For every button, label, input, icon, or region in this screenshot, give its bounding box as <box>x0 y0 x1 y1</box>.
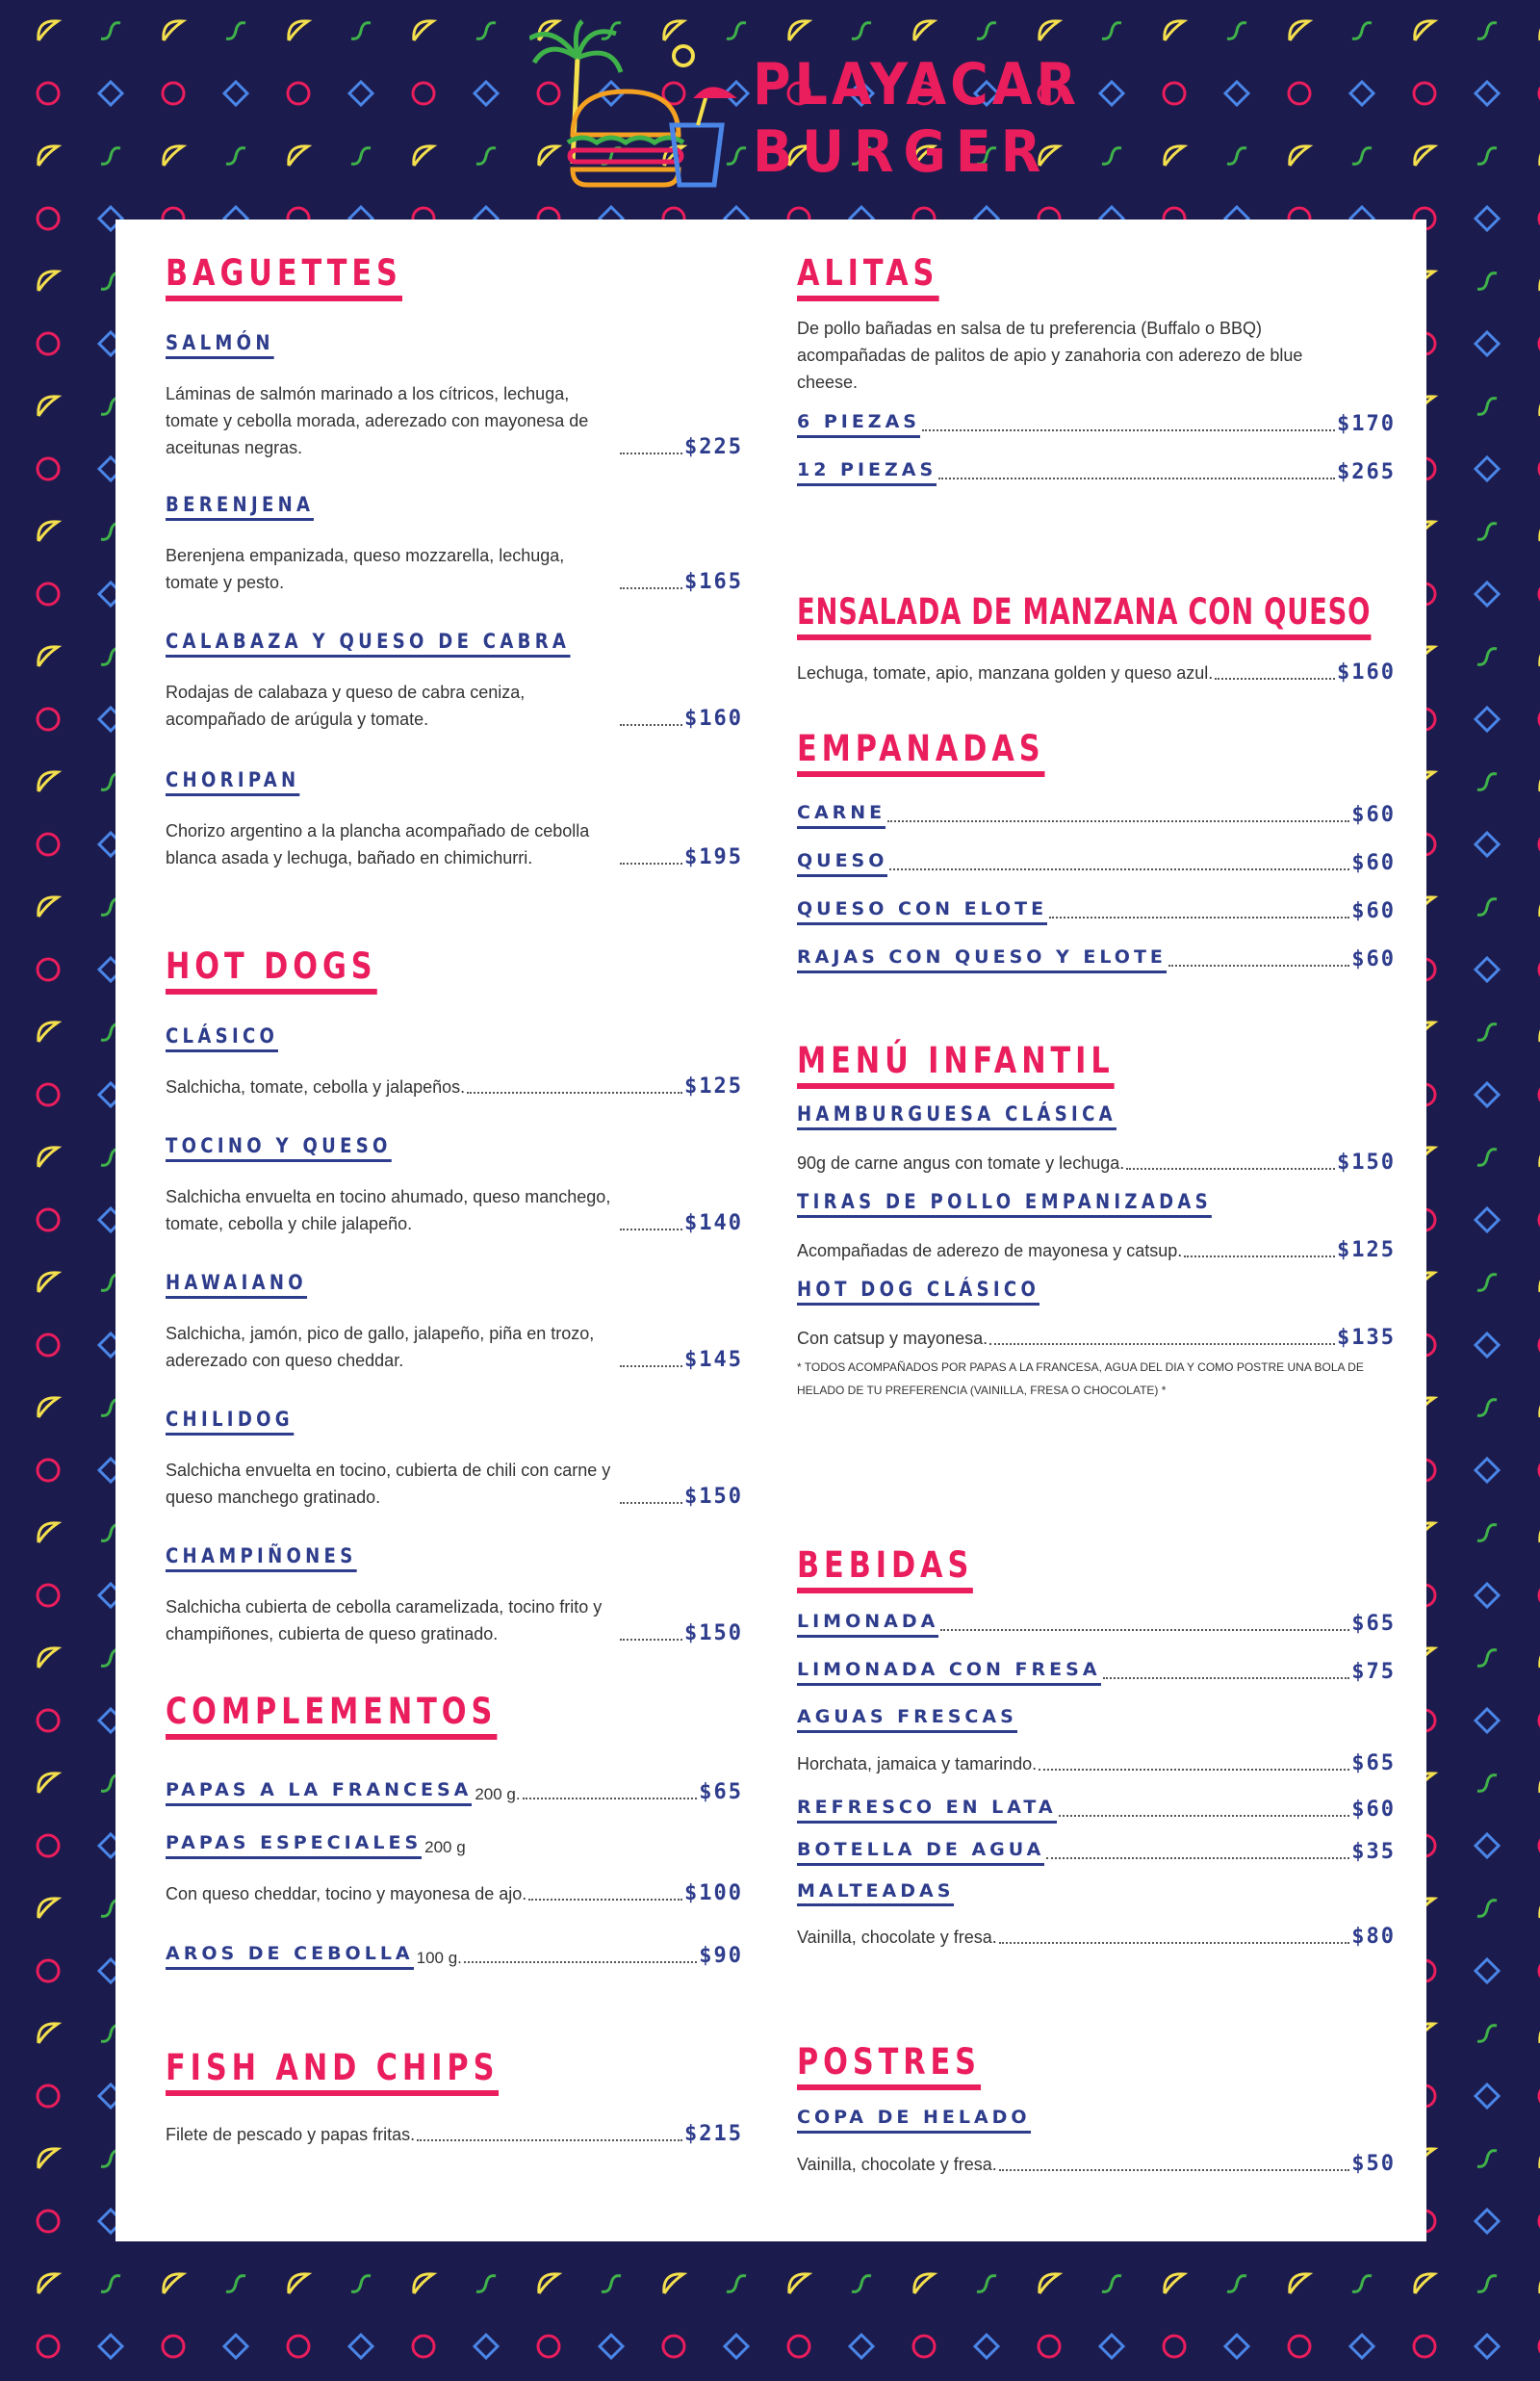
pattern-moon <box>38 647 58 666</box>
pattern-squiggle <box>1102 23 1121 39</box>
item-price: $60 <box>1351 850 1396 875</box>
pattern-squiggle <box>1352 23 1372 39</box>
item-name: CARNE <box>797 803 886 829</box>
pattern-ring <box>413 2336 434 2357</box>
item-name: RAJAS CON QUESO Y ELOTE <box>797 947 1167 973</box>
item-price: $100 <box>684 1880 743 1905</box>
item-description: Salchicha, jamón, pico de gallo, jalapeño, piña en trozo, aderezado con queso cheddar. <box>166 1324 595 1371</box>
item-name: 12 PIEZAS <box>797 460 937 486</box>
item-name: PAPAS A LA FRANCESA <box>166 1780 472 1806</box>
pattern-ring <box>1289 83 1310 104</box>
pattern-ring <box>913 2336 935 2357</box>
pattern-ring <box>38 458 59 479</box>
section-bebidas <box>797 1546 1396 1951</box>
pattern-diamond <box>1100 2335 1123 2358</box>
pattern-diamond <box>1476 582 1499 606</box>
menu-item <box>797 459 1396 486</box>
pattern-moon <box>164 2274 183 2293</box>
pattern-moon <box>1290 146 1309 166</box>
item-weight: 200 g. <box>475 1785 521 1803</box>
item-name: HOT DOG CLÁSICO <box>797 1278 1040 1306</box>
item-price: $265 <box>1337 459 1396 484</box>
pattern-moon <box>38 897 58 917</box>
pattern-diamond <box>1225 2335 1248 2358</box>
item-price: $150 <box>684 1485 743 1510</box>
pattern-squiggle <box>1477 1024 1497 1041</box>
section-postres <box>797 2043 1396 2178</box>
pattern-ring <box>163 83 184 104</box>
pattern-squiggle <box>1477 2276 1497 2292</box>
item-description: Salchicha, tomate, cebolla y jalapeños. <box>166 1077 466 1098</box>
section-title: FISH AND CHIPS <box>166 2049 499 2096</box>
brand-name-line2: BURGER <box>753 118 1051 186</box>
pattern-moon <box>414 2274 433 2293</box>
menu-item <box>166 1779 743 1806</box>
pattern-squiggle <box>101 2276 120 2292</box>
item-price: $160 <box>1337 660 1396 685</box>
pattern-moon <box>289 21 308 40</box>
pattern-moon <box>38 1648 58 1668</box>
pattern-squiggle <box>1102 2276 1121 2292</box>
item-name: TIRAS DE POLLO EMPANIZADAS <box>797 1190 1212 1218</box>
menu-item <box>166 1134 743 1237</box>
item-description: Salchicha envuelta en tocino ahumado, queso manchego, tomate, cebolla y chile jalapeño. <box>166 1187 611 1234</box>
pattern-squiggle <box>476 2276 496 2292</box>
item-description: Salchicha cubierta de cebolla caramelizada, tocino frito y champiñones, cubierta de queso gratinado. <box>166 1597 603 1644</box>
pattern-ring <box>38 834 59 855</box>
menu-infantil-note: * TODOS ACOMPAÑADOS POR PAPAS A LA FRANCESA, AGUA DEL DIA Y COMO POSTRE UNA BOLA DE HELADO DE TU PREFERENCIA (VAINILLA, FRESA O CHOCOLATE) * <box>797 1360 1364 1398</box>
item-name: AROS DE CEBOLLA <box>166 1944 414 1970</box>
pattern-ring <box>38 83 59 104</box>
pattern-ring <box>38 1585 59 1606</box>
menu-item <box>166 331 743 461</box>
item-name: CHAMPIÑONES <box>166 1544 357 1572</box>
pattern-squiggle <box>1477 524 1497 540</box>
menu-item <box>166 493 743 596</box>
menu-item <box>797 850 1396 877</box>
pattern-diamond <box>1476 1459 1499 1482</box>
item-price: $60 <box>1351 898 1396 923</box>
item-price: $65 <box>1351 1611 1396 1636</box>
pattern-moon <box>1040 21 1059 40</box>
menu-item <box>797 1659 1396 1686</box>
pattern-ring <box>38 1334 59 1356</box>
pattern-squiggle <box>476 23 496 39</box>
menu-item <box>166 630 743 733</box>
pattern-diamond <box>1476 1208 1499 1231</box>
section-alitas <box>797 254 1396 486</box>
pattern-moon <box>38 272 58 291</box>
pattern-diamond <box>975 2335 998 2358</box>
pattern-moon <box>414 146 433 166</box>
pattern-ring <box>38 709 59 730</box>
pattern-moon <box>414 21 433 40</box>
pattern-squiggle <box>101 23 120 39</box>
pattern-ring <box>38 2211 59 2232</box>
menu-item <box>166 1024 743 1100</box>
pattern-diamond <box>1476 1959 1499 1982</box>
pattern-moon <box>38 1523 58 1542</box>
pattern-diamond <box>99 82 122 105</box>
item-name: PAPAS ESPECIALES <box>166 1833 422 1859</box>
pattern-diamond <box>850 2335 873 2358</box>
item-price: $90 <box>699 1944 743 1968</box>
menu-item <box>797 898 1396 925</box>
item-price: $140 <box>684 1211 743 1236</box>
menu-item <box>797 2108 1396 2178</box>
item-price: $125 <box>1337 1237 1396 1262</box>
pattern-diamond <box>1476 1834 1499 1857</box>
pattern-diamond <box>1225 82 1248 105</box>
pattern-moon <box>38 397 58 416</box>
pattern-moon <box>664 2274 683 2293</box>
item-price: $80 <box>1351 1925 1396 1950</box>
menu-item <box>797 411 1396 438</box>
item-name: 6 PIEZAS <box>797 412 920 438</box>
item-description: Salchicha envuelta en tocino, cubierta de chili con carne y queso manchego gratinado. <box>166 1461 611 1508</box>
pattern-moon <box>289 2274 308 2293</box>
item-description: Acompañadas de aderezo de mayonesa y catsup. <box>797 1240 1183 1260</box>
section-title: ALITAS <box>797 254 938 301</box>
menu-item <box>797 1611 1396 1638</box>
pattern-diamond <box>1476 207 1499 230</box>
menu-card <box>116 220 1426 2241</box>
section-title: COMPLEMENTOS <box>166 1693 497 1740</box>
item-name: CLÁSICO <box>166 1024 278 1052</box>
pattern-squiggle <box>1477 399 1497 415</box>
item-name: MALTEADAS <box>797 1881 954 1907</box>
pattern-moon <box>38 2274 58 2293</box>
pattern-moon <box>38 146 58 166</box>
pattern-ring <box>1039 2336 1060 2357</box>
pattern-moon <box>789 2274 808 2293</box>
pattern-ring <box>38 1710 59 1731</box>
pattern-diamond <box>1476 2335 1499 2358</box>
pattern-squiggle <box>1477 649 1497 665</box>
pattern-moon <box>1040 2274 1059 2293</box>
item-description: Con catsup y mayonesa. <box>797 1329 988 1349</box>
pattern-ring <box>1414 83 1435 104</box>
pattern-squiggle <box>101 148 120 165</box>
item-name: AGUAS FRESCAS <box>797 1707 1017 1733</box>
pattern-diamond <box>1350 82 1373 105</box>
pattern-diamond <box>1476 1333 1499 1357</box>
item-description: Filete de pescado y papas fritas. <box>166 2124 416 2144</box>
pattern-moon <box>1165 146 1184 166</box>
pattern-moon <box>289 146 308 166</box>
pattern-ring <box>38 1960 59 1981</box>
item-price: $150 <box>1337 1150 1396 1175</box>
section-baguettes <box>166 254 743 870</box>
pattern-moon <box>164 146 183 166</box>
item-name: HAWAIANO <box>166 1271 307 1299</box>
item-price: $165 <box>684 570 743 595</box>
item-name: QUESO CON ELOTE <box>797 899 1047 925</box>
item-price: $215 <box>684 2121 743 2146</box>
pattern-ring <box>788 2336 809 2357</box>
item-name: LIMONADA <box>797 1612 938 1638</box>
pattern-diamond <box>99 2335 122 2358</box>
pattern-diamond <box>1476 708 1499 731</box>
pattern-ring <box>38 333 59 354</box>
pattern-squiggle <box>1477 148 1497 165</box>
pattern-moon <box>38 1273 58 1292</box>
pattern-diamond <box>1476 332 1499 355</box>
pattern-diamond <box>725 2335 748 2358</box>
pattern-ring <box>538 2336 559 2357</box>
pattern-squiggle <box>1477 1775 1497 1792</box>
item-price: $170 <box>1337 411 1396 436</box>
pattern-squiggle <box>1227 148 1246 165</box>
pattern-squiggle <box>602 2276 621 2292</box>
pattern-squiggle <box>226 23 245 39</box>
pattern-squiggle <box>1477 2151 1497 2167</box>
menu-item <box>797 1102 1396 1177</box>
menu-item <box>166 1544 743 1647</box>
pattern-squiggle <box>226 148 245 165</box>
section-title: MENÚ INFANTIL <box>797 1042 1115 1089</box>
item-name: BOTELLA DE AGUA <box>797 1840 1044 1866</box>
item-description: Con queso cheddar, tocino y mayonesa de ajo. <box>166 1883 527 1903</box>
menu-item <box>166 1943 743 1970</box>
pattern-squiggle <box>1102 148 1121 165</box>
pattern-ring <box>1164 83 1185 104</box>
item-weight: 200 g <box>424 1837 466 1856</box>
section-title: HOT DOGS <box>166 947 377 995</box>
menu-item <box>797 1278 1396 1352</box>
pattern-moon <box>38 1022 58 1042</box>
item-price: $60 <box>1351 802 1396 827</box>
pattern-moon <box>38 2149 58 2168</box>
pattern-moon <box>38 1148 58 1167</box>
pattern-diamond <box>600 2335 623 2358</box>
item-description: Berenjena empanizada, queso mozzarella, lechuga, tomate y pesto. <box>166 546 565 593</box>
item-name: CHILIDOG <box>166 1408 294 1436</box>
pattern-moon <box>1290 21 1309 40</box>
item-description: Chorizo argentino a la plancha acompañado de cebolla blanca asada y lechuga, bañado en chimichurri. <box>166 821 590 868</box>
pattern-squiggle <box>1477 1525 1497 1541</box>
pattern-squiggle <box>351 148 371 165</box>
pattern-ring <box>38 959 59 980</box>
item-price: $75 <box>1351 1659 1396 1684</box>
pattern-diamond <box>1476 833 1499 856</box>
pattern-ring <box>38 2085 59 2107</box>
item-price: $150 <box>684 1621 743 1646</box>
pattern-diamond <box>1476 1584 1499 1607</box>
pattern-diamond <box>1476 457 1499 480</box>
menu-item <box>797 1707 1396 1777</box>
menu-item <box>166 1408 743 1511</box>
pattern-squiggle <box>977 2276 996 2292</box>
pattern-diamond <box>1476 82 1499 105</box>
brand-logo <box>529 19 1081 197</box>
burger-palm-icon <box>529 19 751 197</box>
pattern-diamond <box>475 82 498 105</box>
pattern-squiggle <box>1477 23 1497 39</box>
pattern-moon <box>1415 21 1434 40</box>
pattern-squiggle <box>351 2276 371 2292</box>
item-price: $65 <box>1351 1750 1396 1775</box>
pattern-diamond <box>475 2335 498 2358</box>
pattern-ring <box>288 83 309 104</box>
pattern-moon <box>1415 2274 1434 2293</box>
pattern-squiggle <box>1477 2026 1497 2042</box>
pattern-moon <box>38 522 58 541</box>
section-title: POSTRES <box>797 2043 981 2090</box>
item-description: Lechuga, tomate, apio, manzana golden y queso azul. <box>797 662 1214 683</box>
item-description: Horchata, jamaica y tamarindo. <box>797 1753 1038 1773</box>
item-description: Láminas de salmón marinado a los cítricos, lechuga, tomate y cebolla morada, aderezado con mayonesa de aceitunas negras. <box>166 384 589 458</box>
item-name: TOCINO Y QUESO <box>166 1134 392 1162</box>
item-price: $195 <box>684 845 743 870</box>
menu-item <box>166 768 743 871</box>
section-title: EMPANADAS <box>797 730 1045 777</box>
item-name: BERENJENA <box>166 493 314 521</box>
pattern-moon <box>38 21 58 40</box>
pattern-ring <box>413 83 434 104</box>
item-price: $225 <box>684 435 743 460</box>
pattern-diamond <box>1476 1083 1499 1106</box>
pattern-ring <box>38 583 59 605</box>
section-hot-dogs <box>166 947 743 1660</box>
item-price: $135 <box>1337 1326 1396 1351</box>
pattern-diamond <box>224 82 247 105</box>
item-name: COPA DE HELADO <box>797 2108 1031 2134</box>
pattern-squiggle <box>1477 1650 1497 1667</box>
pattern-moon <box>1165 2274 1184 2293</box>
pattern-moon <box>38 1773 58 1793</box>
section-title: ENSALADA DE MANZANA CON QUESO <box>797 593 1371 640</box>
section-menu-infantil <box>797 1042 1396 1402</box>
pattern-squiggle <box>1477 899 1497 916</box>
pattern-squiggle <box>1477 1275 1497 1291</box>
item-price: $60 <box>1351 1797 1396 1822</box>
item-name: HAMBURGUESA CLÁSICA <box>797 1102 1116 1130</box>
item-name: QUESO <box>797 851 887 877</box>
pattern-ring <box>38 2336 59 2357</box>
pattern-ring <box>38 1084 59 1105</box>
section-title: BEBIDAS <box>797 1546 973 1593</box>
pattern-squiggle <box>1477 1901 1497 1917</box>
pattern-ring <box>1414 2336 1435 2357</box>
pattern-squiggle <box>1477 273 1497 290</box>
menu-item <box>797 1797 1396 1824</box>
pattern-moon <box>38 1398 58 1417</box>
menu-item <box>166 1271 743 1374</box>
pattern-squiggle <box>476 148 496 165</box>
pattern-squiggle <box>226 2276 245 2292</box>
pattern-moon <box>38 1899 58 1918</box>
pattern-squiggle <box>852 2276 871 2292</box>
item-price: $160 <box>684 707 743 732</box>
item-name: CHORIPAN <box>166 768 299 796</box>
pattern-squiggle <box>1227 2276 1246 2292</box>
item-price: $145 <box>684 1348 743 1373</box>
section-ensalada <box>797 593 1396 686</box>
menu-item <box>797 1881 1396 1952</box>
pattern-moon <box>539 2274 558 2293</box>
pattern-moon <box>38 2024 58 2043</box>
pattern-ring <box>38 208 59 229</box>
pattern-diamond <box>1476 1709 1499 1732</box>
pattern-squiggle <box>1352 148 1372 165</box>
item-description: Rodajas de calabaza y queso de cabra ceniza, acompañado de arúgula y tomate. <box>166 683 526 730</box>
pattern-diamond <box>224 2335 247 2358</box>
pattern-moon <box>1415 146 1434 166</box>
pattern-diamond <box>349 82 372 105</box>
pattern-diamond <box>1100 82 1123 105</box>
pattern-ring <box>38 1209 59 1230</box>
item-name: SALMÓN <box>166 331 274 359</box>
pattern-squiggle <box>1477 1150 1497 1166</box>
pattern-diamond <box>1476 2084 1499 2108</box>
pattern-ring <box>163 2336 184 2357</box>
pattern-diamond <box>349 2335 372 2358</box>
item-name: CALABAZA Y QUESO DE CABRA <box>166 630 570 658</box>
item-description: Vainilla, chocolate y fresa. <box>797 1928 997 1948</box>
pattern-ring <box>1289 2336 1310 2357</box>
pattern-diamond <box>1476 958 1499 981</box>
menu-item <box>797 1190 1396 1264</box>
pattern-ring <box>663 2336 684 2357</box>
item-price: $35 <box>1351 1839 1396 1864</box>
item-price: $50 <box>1351 2151 1396 2176</box>
section-title: BAGUETTES <box>166 254 402 301</box>
pattern-moon <box>38 772 58 791</box>
pattern-diamond <box>1350 2335 1373 2358</box>
brand-name-line1: PLAYACAR <box>753 51 1081 118</box>
menu-item <box>166 1833 743 1907</box>
pattern-ring <box>38 1835 59 1856</box>
item-price: $60 <box>1351 946 1396 971</box>
pattern-moon <box>1165 21 1184 40</box>
item-price: $65 <box>699 1780 743 1804</box>
pattern-squiggle <box>351 23 371 39</box>
pattern-ring <box>38 1460 59 1481</box>
pattern-diamond <box>1476 2210 1499 2233</box>
item-description: 90g de carne angus con tomate y lechuga. <box>797 1152 1125 1173</box>
pattern-squiggle <box>1352 2276 1372 2292</box>
item-price: $125 <box>684 1074 743 1100</box>
pattern-squiggle <box>1477 1400 1497 1416</box>
section-complementos <box>166 1693 743 1981</box>
section-fish-and-chips <box>166 2049 743 2148</box>
pattern-squiggle <box>1477 774 1497 790</box>
pattern-ring <box>288 2336 309 2357</box>
pattern-squiggle <box>727 2276 746 2292</box>
item-name: LIMONADA CON FRESA <box>797 1660 1101 1686</box>
menu-item <box>797 802 1396 829</box>
section-empanadas <box>797 730 1396 973</box>
menu-item <box>797 1839 1396 1866</box>
item-weight: 100 g. <box>416 1949 462 1967</box>
item-name: REFRESCO EN LATA <box>797 1798 1057 1824</box>
section-description: De pollo bañadas en salsa de tu preferencia (Buffalo o BBQ) acompañadas de palitos de apio y zanahoria con aderezo de blue cheese. <box>797 318 1303 392</box>
left-column <box>166 252 743 2146</box>
pattern-moon <box>914 2274 934 2293</box>
menu-item <box>797 946 1396 973</box>
item-description: Vainilla, chocolate y fresa. <box>797 2154 997 2174</box>
pattern-squiggle <box>1227 23 1246 39</box>
pattern-ring <box>1164 2336 1185 2357</box>
pattern-moon <box>1290 2274 1309 2293</box>
pattern-moon <box>164 21 183 40</box>
